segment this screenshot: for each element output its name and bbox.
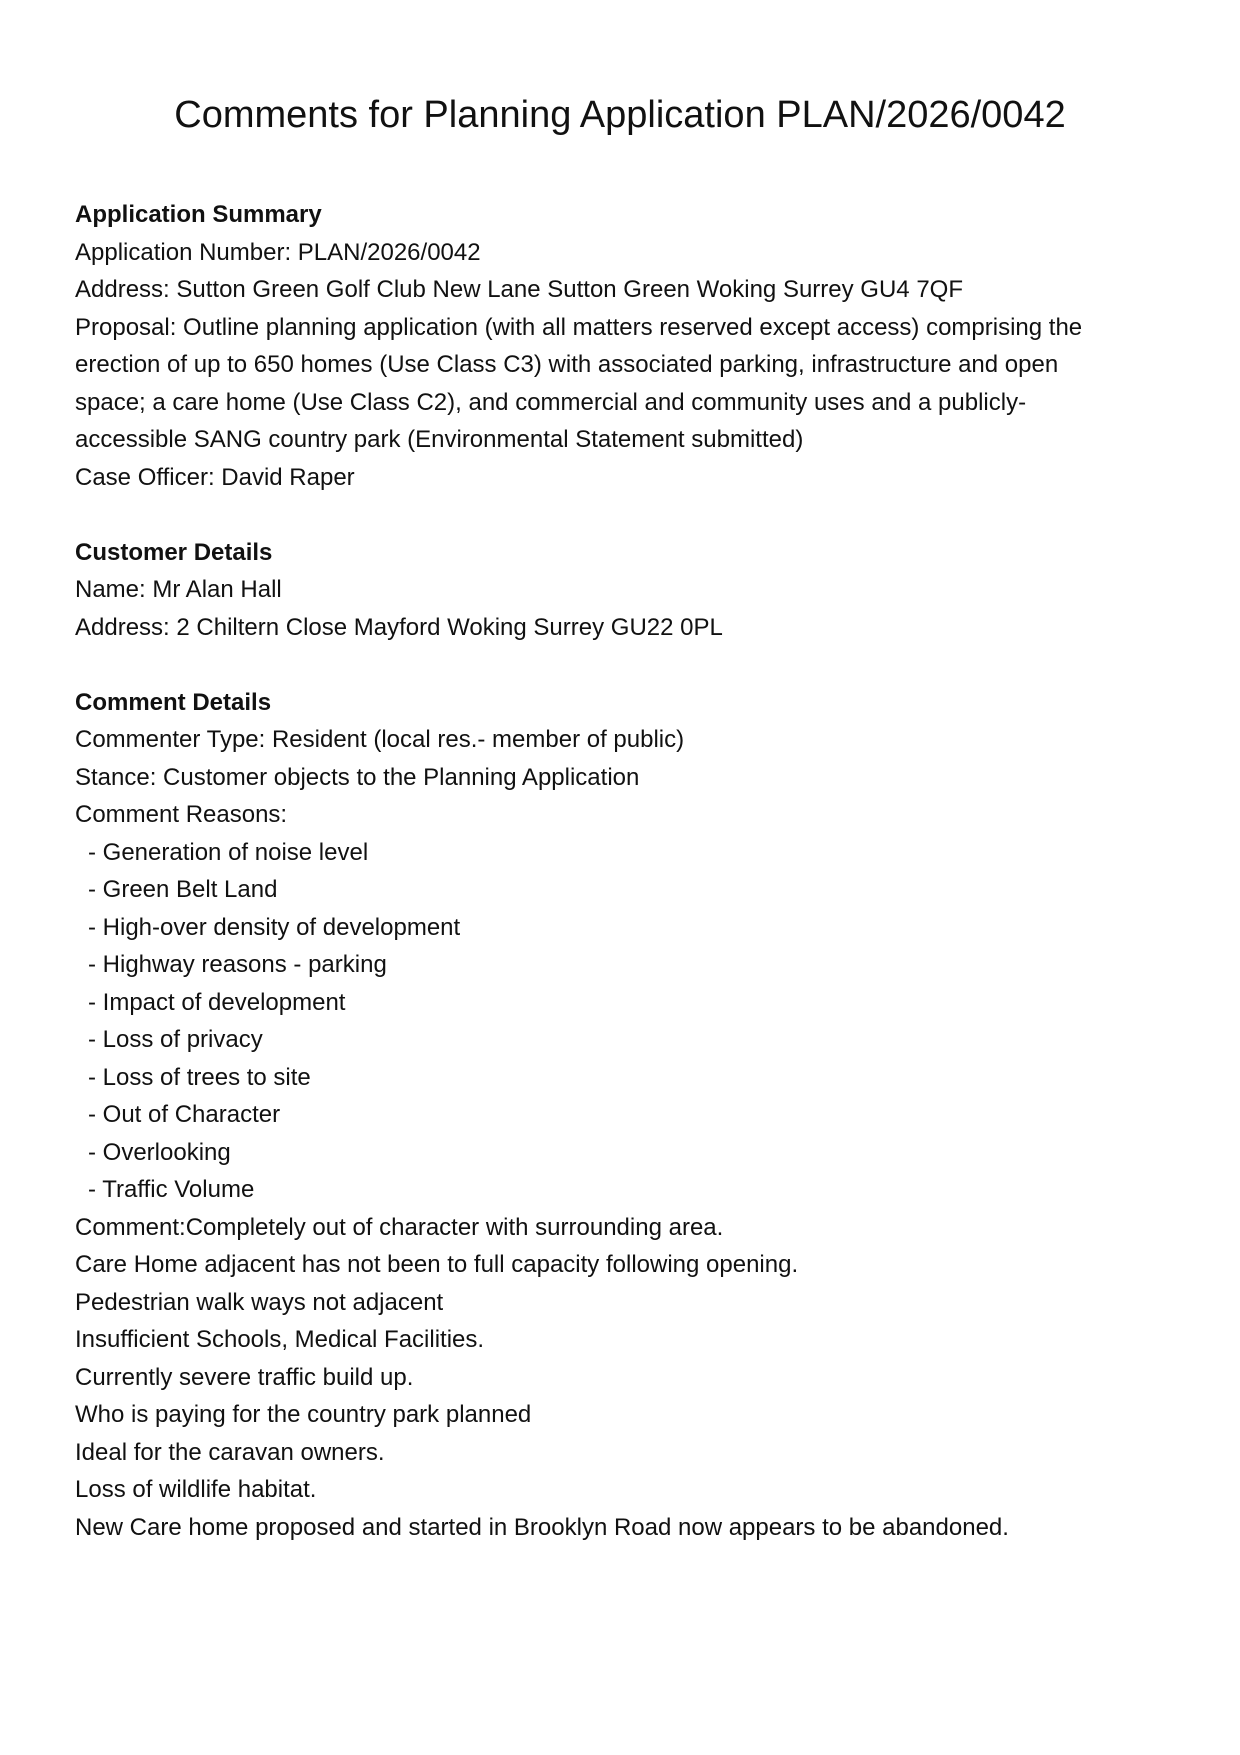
comment-line: Who is paying for the country park planned	[75, 1401, 532, 1428]
case-officer: Case Officer: David Raper	[75, 463, 355, 491]
customer-address: Address: 2 Chiltern Close Mayford Woking Surrey GU22 0PL	[75, 613, 723, 641]
commenter-type: Commenter Type: Resident (local res.- member of public)	[75, 726, 685, 753]
comment-reasons-list	[75, 834, 1165, 1209]
comment-line: Ideal for the caravan owners.	[75, 1438, 385, 1466]
list-item: - Loss of privacy	[88, 1026, 263, 1053]
comment-line: New Care home proposed and started in Brooklyn Road now appears to be abandoned.	[75, 1513, 1009, 1541]
list-item: - Overlooking	[88, 1138, 231, 1166]
comment-reasons-label: Comment Reasons:	[75, 801, 288, 828]
comment-line: Pedestrian walk ways not adjacent	[75, 1288, 444, 1316]
list-item: - Generation of noise level	[88, 838, 369, 866]
document-body	[75, 196, 1165, 1584]
comment-details-section	[75, 684, 1165, 1547]
list-item: - High-over density of development	[88, 913, 461, 941]
comment-line: Currently severe traffic build up.	[75, 1363, 414, 1391]
customer-name: Name: Mr Alan Hall	[75, 576, 282, 603]
application-summary-section	[75, 196, 1165, 496]
comment-details-heading: Comment Details	[75, 688, 272, 716]
application-summary-heading: Application Summary	[75, 201, 322, 228]
comment-line: Insufficient Schools, Medical Facilities.	[75, 1326, 485, 1353]
list-item: - Loss of trees to site	[88, 1063, 311, 1091]
list-item: - Traffic Volume	[88, 1176, 255, 1203]
comment-line: Comment:Completely out of character with surrounding area.	[75, 1213, 724, 1241]
customer-details-heading: Customer Details	[75, 538, 273, 566]
comment-line: Care Home adjacent has not been to full capacity following opening.	[75, 1251, 799, 1278]
comment-line: Loss of wildlife habitat.	[75, 1476, 317, 1503]
application-proposal: Proposal: Outline planning application (with all matters reserved except access) comprising the erection of up to 650 homes (Use Class C3) with associated parking, infrastructure and open space; a care home (Use Class C2), and commercial and community uses and a publicly-accessible SANG country park (Environmental Statement submitted)	[75, 313, 1083, 453]
page-title: Comments for Planning Application PLAN/2026/0042	[174, 94, 1066, 136]
comment-text	[75, 1209, 1165, 1547]
list-item: - Out of Character	[88, 1101, 281, 1128]
list-item: - Highway reasons - parking	[88, 951, 387, 978]
application-number: Application Number: PLAN/2026/0042	[75, 238, 481, 266]
list-item: - Impact of development	[88, 988, 346, 1016]
stance: Stance: Customer objects to the Planning Application	[75, 763, 640, 791]
application-address: Address: Sutton Green Golf Club New Lane Sutton Green Woking Surrey GU4 7QF	[75, 276, 963, 303]
list-item: - Green Belt Land	[88, 876, 278, 903]
customer-details-section	[75, 534, 1165, 647]
